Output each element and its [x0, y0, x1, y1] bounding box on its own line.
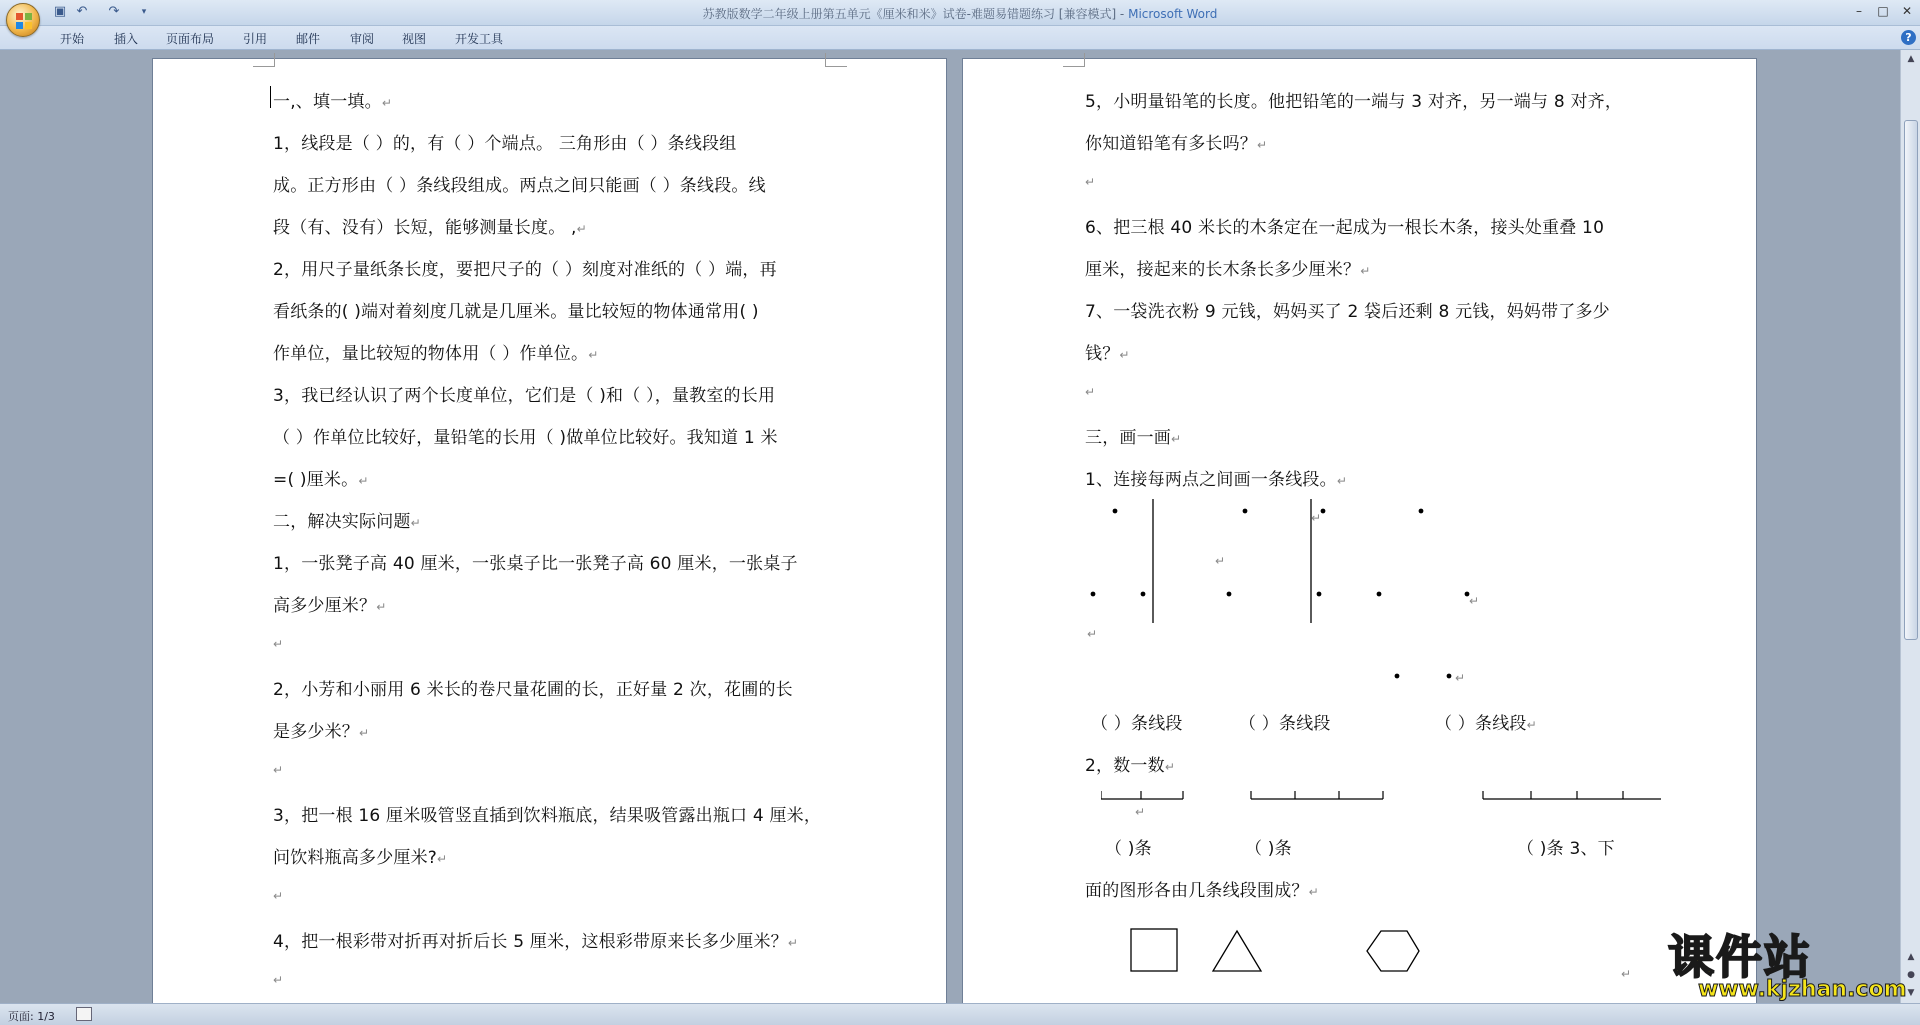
square-shape: [1131, 929, 1177, 971]
page1-line[interactable]: =( )厘米。↵: [273, 470, 369, 490]
crop-mark: [1063, 53, 1085, 67]
vertical-scrollbar[interactable]: [1900, 50, 1920, 1003]
tab-mailings[interactable]: 邮件: [296, 32, 321, 46]
office-button[interactable]: [6, 3, 40, 37]
section-heading[interactable]: 三，画一画↵: [1085, 428, 1182, 448]
page2-line[interactable]: 厘米，接起来的长木条长多少厘米？↵: [1085, 260, 1371, 280]
dots-diagram: [1083, 499, 1603, 679]
document-title: 苏教版数学二年级上册第五单元《厘米和米》试卷-难题易错题练习 [兼容模式] -: [702, 7, 1129, 21]
page1-line[interactable]: 3，我已经认识了两个长度单位，它们是（ )和（ ），量教室的长用: [273, 386, 776, 406]
customize-icon[interactable]: ▾: [141, 7, 147, 17]
text-cursor: [270, 86, 271, 108]
page1-line[interactable]: 看纸条的( )端对着刻度几就是几厘米。量比较短的物体通常用( ): [273, 302, 759, 322]
count-label[interactable]: （ ）条线段: [1091, 714, 1183, 734]
save-icon[interactable]: ▣: [53, 4, 67, 19]
redo-icon[interactable]: ↷: [108, 4, 120, 19]
document-page-1: [152, 58, 947, 1003]
tab-review[interactable]: 审阅: [350, 32, 375, 46]
page1-line[interactable]: ↵: [273, 763, 284, 777]
watermark-logo: [1668, 921, 1907, 1003]
page2-line[interactable]: 1、连接每两点之间画一条线段。↵: [1085, 470, 1348, 490]
help-icon[interactable]: ?: [1901, 30, 1916, 45]
page2-line[interactable]: 6、把三根 40 米长的木条定在一起成为一根长木条，接头处重叠 10: [1085, 218, 1605, 238]
paragraph-mark: ↵: [1135, 805, 1146, 819]
page2-line[interactable]: 5，小明量铅笔的长度。他把铅笔的一端与 3 对齐，另一端与 8 对齐，: [1085, 92, 1623, 112]
app-name: Microsoft Word: [1128, 7, 1218, 21]
watermark-url: www.kjzhan.com: [1698, 977, 1907, 1002]
tab-page-layout[interactable]: 页面布局: [166, 32, 215, 46]
browse-object-icon[interactable]: ●: [1907, 970, 1915, 980]
page2-line[interactable]: 钱？↵: [1085, 344, 1130, 364]
hexagon-shape: [1367, 931, 1419, 971]
triangle-shape: [1213, 931, 1261, 971]
page1-line[interactable]: 一,、填一填。↵: [273, 92, 393, 112]
scroll-thumb[interactable]: [1904, 120, 1918, 640]
ribbon-tabs: [0, 26, 1920, 50]
page1-line[interactable]: 问饮料瓶高多少厘米?↵: [273, 848, 448, 868]
count-label[interactable]: （ )条 3、下: [1517, 839, 1615, 859]
watermark-brand: 课件站: [1668, 930, 1812, 984]
crop-mark: [825, 53, 847, 67]
paragraph-mark: ↵: [1311, 511, 1322, 525]
paragraph-mark: ↵: [1621, 967, 1632, 981]
page1-line[interactable]: 1，一张凳子高 40 厘米，一张桌子比一张凳子高 60 厘米，一张桌子: [273, 554, 798, 574]
page1-line[interactable]: 作单位，量比较短的物体用（ ）作单位。↵: [273, 344, 599, 364]
document-workspace: [0, 50, 1900, 1003]
office-logo-icon: [15, 12, 33, 30]
page1-line[interactable]: 2，小芳和小丽用 6 米长的卷尺量花圃的长，正好量 2 次，花圃的长: [273, 680, 793, 700]
tab-view[interactable]: 视图: [402, 32, 427, 46]
page1-line[interactable]: 段（有、没有）长短，能够测量长度。 ,↵: [273, 218, 587, 238]
page1-line[interactable]: ↵: [273, 973, 284, 987]
page1-line[interactable]: ↵: [273, 889, 284, 903]
page1-line[interactable]: 是多少米？↵: [273, 722, 370, 742]
count-label[interactable]: （ ）条线段: [1239, 714, 1331, 734]
next-page-icon[interactable]: ▼: [1907, 988, 1915, 998]
title-bar: [0, 0, 1920, 26]
scroll-up-icon[interactable]: ▲: [1907, 54, 1915, 64]
document-page-2: [962, 58, 1757, 1003]
page1-line[interactable]: ↵: [273, 637, 284, 651]
section-heading[interactable]: 2，数一数↵: [1085, 756, 1176, 776]
page2-line[interactable]: 7、一袋洗衣粉 9 元钱，妈妈买了 2 袋后还剩 8 元钱，妈妈带了多少: [1085, 302, 1610, 322]
crop-mark: [253, 53, 275, 67]
segment-rulers: [1101, 787, 1661, 807]
page1-line[interactable]: （ ）作单位比较好，量铅笔的长用（ )做单位比较好。我知道 1 米: [273, 428, 778, 448]
page2-line[interactable]: 你知道铅笔有多长吗？↵: [1085, 134, 1268, 154]
page1-line[interactable]: 3，把一根 16 厘米吸管竖直插到饮料瓶底，结果吸管露出瓶口 4 厘米，: [273, 806, 822, 826]
page1-line[interactable]: 1，线段是（ ）的，有（ ）个端点。 三角形由（ ）条线段组: [273, 134, 737, 154]
proofing-icon[interactable]: [76, 1007, 92, 1021]
section-heading[interactable]: 二，解决实际问题↵: [273, 512, 421, 532]
count-label[interactable]: （ ）条线段↵: [1435, 714, 1537, 734]
prev-page-icon[interactable]: ▲: [1907, 952, 1915, 962]
paragraph-mark: ↵: [1087, 627, 1098, 641]
page2-line[interactable]: ↵: [1085, 175, 1096, 189]
paragraph-mark: ↵: [1469, 594, 1480, 608]
page1-line[interactable]: 2，用尺子量纸条长度，要把尺子的（ ）刻度对准纸的（ ）端，再: [273, 260, 777, 280]
window-title: [0, 5, 1920, 22]
tab-developer[interactable]: 开发工具: [455, 32, 504, 46]
count-label[interactable]: （ )条: [1245, 839, 1292, 859]
page2-line[interactable]: 面的图形各由几条线段围成？↵: [1085, 881, 1319, 901]
page1-line[interactable]: 高多少厘米？↵: [273, 596, 387, 616]
minimize-button[interactable]: –: [1856, 4, 1862, 18]
count-label[interactable]: （ )条: [1105, 839, 1152, 859]
tab-insert[interactable]: 插入: [114, 32, 139, 46]
paragraph-mark: ↵: [1455, 671, 1466, 685]
page2-line[interactable]: ↵: [1085, 385, 1096, 399]
page1-line[interactable]: 成。正方形由（ ）条线段组成。两点之间只能画（ ）条线段。线: [273, 176, 766, 196]
status-bar: [0, 1003, 1920, 1025]
close-button[interactable]: ✕: [1901, 4, 1913, 18]
maximize-button[interactable]: □: [1877, 4, 1889, 18]
undo-icon[interactable]: ↶: [76, 4, 88, 19]
tab-references[interactable]: 引用: [243, 32, 268, 46]
page-indicator[interactable]: 页面: 1/3: [8, 1010, 55, 1023]
page1-line[interactable]: 4，把一根彩带对折再对折后长 5 厘米，这根彩带原来长多少厘米？↵: [273, 932, 799, 952]
tab-home[interactable]: 开始: [60, 32, 85, 46]
paragraph-mark: ↵: [1215, 554, 1226, 568]
shapes-diagram: [1129, 927, 1459, 977]
